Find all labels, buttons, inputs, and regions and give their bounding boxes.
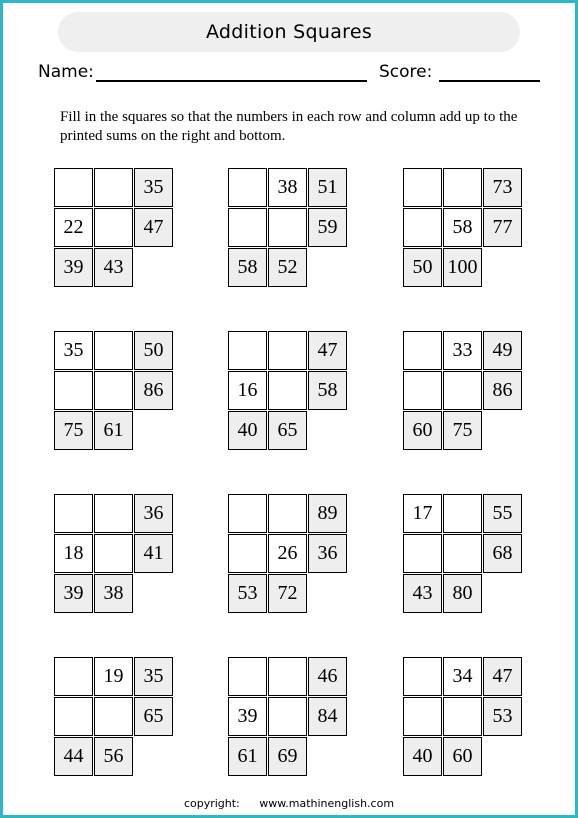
sum-cell: 43 bbox=[94, 248, 133, 287]
answer-cell[interactable] bbox=[403, 168, 442, 207]
sum-cell: 75 bbox=[54, 411, 93, 450]
sum-cell: 53 bbox=[483, 697, 522, 736]
sum-cell: 84 bbox=[308, 697, 347, 736]
answer-cell: 33 bbox=[443, 331, 482, 370]
answer-cell: 26 bbox=[268, 534, 307, 573]
sum-cell: 36 bbox=[134, 494, 173, 533]
sum-cell: 39 bbox=[54, 248, 93, 287]
sum-cell: 73 bbox=[483, 168, 522, 207]
answer-cell[interactable] bbox=[443, 494, 482, 533]
sum-cell: 75 bbox=[443, 411, 482, 450]
answer-cell: 34 bbox=[443, 657, 482, 696]
answer-cell[interactable] bbox=[268, 371, 307, 410]
sum-cell: 44 bbox=[54, 737, 93, 776]
sum-cell: 46 bbox=[308, 657, 347, 696]
answer-cell[interactable] bbox=[443, 168, 482, 207]
sum-cell: 52 bbox=[268, 248, 307, 287]
addition-square-puzzle bbox=[54, 168, 174, 288]
sum-cell: 47 bbox=[308, 331, 347, 370]
name-label: Name: bbox=[38, 62, 94, 82]
answer-cell[interactable] bbox=[228, 657, 267, 696]
sum-cell: 35 bbox=[134, 168, 173, 207]
answer-cell[interactable] bbox=[228, 494, 267, 533]
addition-square-puzzle bbox=[54, 331, 174, 451]
sum-cell: 35 bbox=[134, 657, 173, 696]
addition-square-puzzle bbox=[228, 657, 348, 777]
sum-cell: 65 bbox=[134, 697, 173, 736]
instructions-text: Fill in the squares so that the numbers in each row and column add up to the printed sums on the right and bottom. bbox=[60, 109, 518, 144]
answer-cell: 18 bbox=[54, 534, 93, 573]
answer-cell[interactable] bbox=[403, 657, 442, 696]
addition-square-puzzle bbox=[403, 494, 523, 614]
footer bbox=[0, 797, 578, 810]
addition-square-puzzle bbox=[403, 331, 523, 451]
answer-cell: 39 bbox=[228, 697, 267, 736]
sum-cell: 77 bbox=[483, 208, 522, 247]
answer-cell[interactable] bbox=[94, 371, 133, 410]
addition-square-puzzle bbox=[228, 331, 348, 451]
addition-square-puzzle bbox=[403, 657, 523, 777]
sum-cell: 47 bbox=[134, 208, 173, 247]
answer-cell[interactable] bbox=[94, 494, 133, 533]
sum-cell: 56 bbox=[94, 737, 133, 776]
sum-cell: 40 bbox=[228, 411, 267, 450]
answer-cell[interactable] bbox=[54, 494, 93, 533]
sum-cell: 65 bbox=[268, 411, 307, 450]
sum-cell: 61 bbox=[228, 737, 267, 776]
answer-cell: 16 bbox=[228, 371, 267, 410]
sum-cell: 43 bbox=[403, 574, 442, 613]
score-label: Score: bbox=[379, 62, 433, 82]
sum-cell: 60 bbox=[443, 737, 482, 776]
sum-cell: 58 bbox=[228, 248, 267, 287]
answer-cell: 19 bbox=[94, 657, 133, 696]
answer-cell[interactable] bbox=[443, 697, 482, 736]
answer-cell[interactable] bbox=[54, 168, 93, 207]
answer-cell[interactable] bbox=[228, 168, 267, 207]
answer-cell[interactable] bbox=[268, 697, 307, 736]
sum-cell: 59 bbox=[308, 208, 347, 247]
sum-cell: 72 bbox=[268, 574, 307, 613]
addition-square-puzzle bbox=[54, 494, 174, 614]
sum-cell: 55 bbox=[483, 494, 522, 533]
sum-cell: 50 bbox=[134, 331, 173, 370]
answer-cell[interactable] bbox=[94, 534, 133, 573]
answer-cell[interactable] bbox=[268, 494, 307, 533]
answer-cell: 17 bbox=[403, 494, 442, 533]
sum-cell: 53 bbox=[228, 574, 267, 613]
sum-cell: 100 bbox=[443, 248, 482, 287]
answer-cell[interactable] bbox=[94, 168, 133, 207]
answer-cell[interactable] bbox=[94, 208, 133, 247]
sum-cell: 50 bbox=[403, 248, 442, 287]
answer-cell[interactable] bbox=[54, 371, 93, 410]
sum-cell: 41 bbox=[134, 534, 173, 573]
sum-cell: 89 bbox=[308, 494, 347, 533]
sum-cell: 86 bbox=[134, 371, 173, 410]
answer-cell[interactable] bbox=[443, 371, 482, 410]
answer-cell[interactable] bbox=[403, 371, 442, 410]
sum-cell: 68 bbox=[483, 534, 522, 573]
answer-cell[interactable] bbox=[94, 331, 133, 370]
answer-cell[interactable] bbox=[403, 697, 442, 736]
answer-cell[interactable] bbox=[268, 331, 307, 370]
sum-cell: 58 bbox=[308, 371, 347, 410]
answer-cell[interactable] bbox=[268, 208, 307, 247]
sum-cell: 60 bbox=[403, 411, 442, 450]
answer-cell[interactable] bbox=[54, 697, 93, 736]
sum-cell: 80 bbox=[443, 574, 482, 613]
answer-cell: 35 bbox=[54, 331, 93, 370]
score-field-line[interactable] bbox=[439, 80, 540, 82]
answer-cell[interactable] bbox=[228, 208, 267, 247]
answer-cell[interactable] bbox=[403, 534, 442, 573]
sum-cell: 39 bbox=[54, 574, 93, 613]
answer-cell[interactable] bbox=[268, 657, 307, 696]
copyright-label: copyright: bbox=[183, 797, 240, 810]
answer-cell: 58 bbox=[443, 208, 482, 247]
addition-square-puzzle bbox=[54, 657, 174, 777]
worksheet-title: Addition Squares bbox=[58, 12, 520, 52]
answer-cell[interactable] bbox=[228, 331, 267, 370]
answer-cell: 22 bbox=[54, 208, 93, 247]
sum-cell: 69 bbox=[268, 737, 307, 776]
sum-cell: 51 bbox=[308, 168, 347, 207]
answer-cell[interactable] bbox=[228, 534, 267, 573]
sum-cell: 47 bbox=[483, 657, 522, 696]
answer-cell[interactable] bbox=[403, 331, 442, 370]
answer-cell: 38 bbox=[268, 168, 307, 207]
answer-cell[interactable] bbox=[403, 208, 442, 247]
sum-cell: 49 bbox=[483, 331, 522, 370]
sum-cell: 36 bbox=[308, 534, 347, 573]
addition-square-puzzle bbox=[228, 494, 348, 614]
answer-cell[interactable] bbox=[94, 697, 133, 736]
name-field-line[interactable] bbox=[96, 80, 367, 82]
sum-cell: 40 bbox=[403, 737, 442, 776]
sum-cell: 61 bbox=[94, 411, 133, 450]
website-link[interactable]: www.mathinenglish.com bbox=[259, 797, 395, 810]
answer-cell[interactable] bbox=[443, 534, 482, 573]
sum-cell: 86 bbox=[483, 371, 522, 410]
answer-cell[interactable] bbox=[54, 657, 93, 696]
sum-cell: 38 bbox=[94, 574, 133, 613]
addition-square-puzzle bbox=[228, 168, 348, 288]
addition-square-puzzle bbox=[403, 168, 523, 288]
